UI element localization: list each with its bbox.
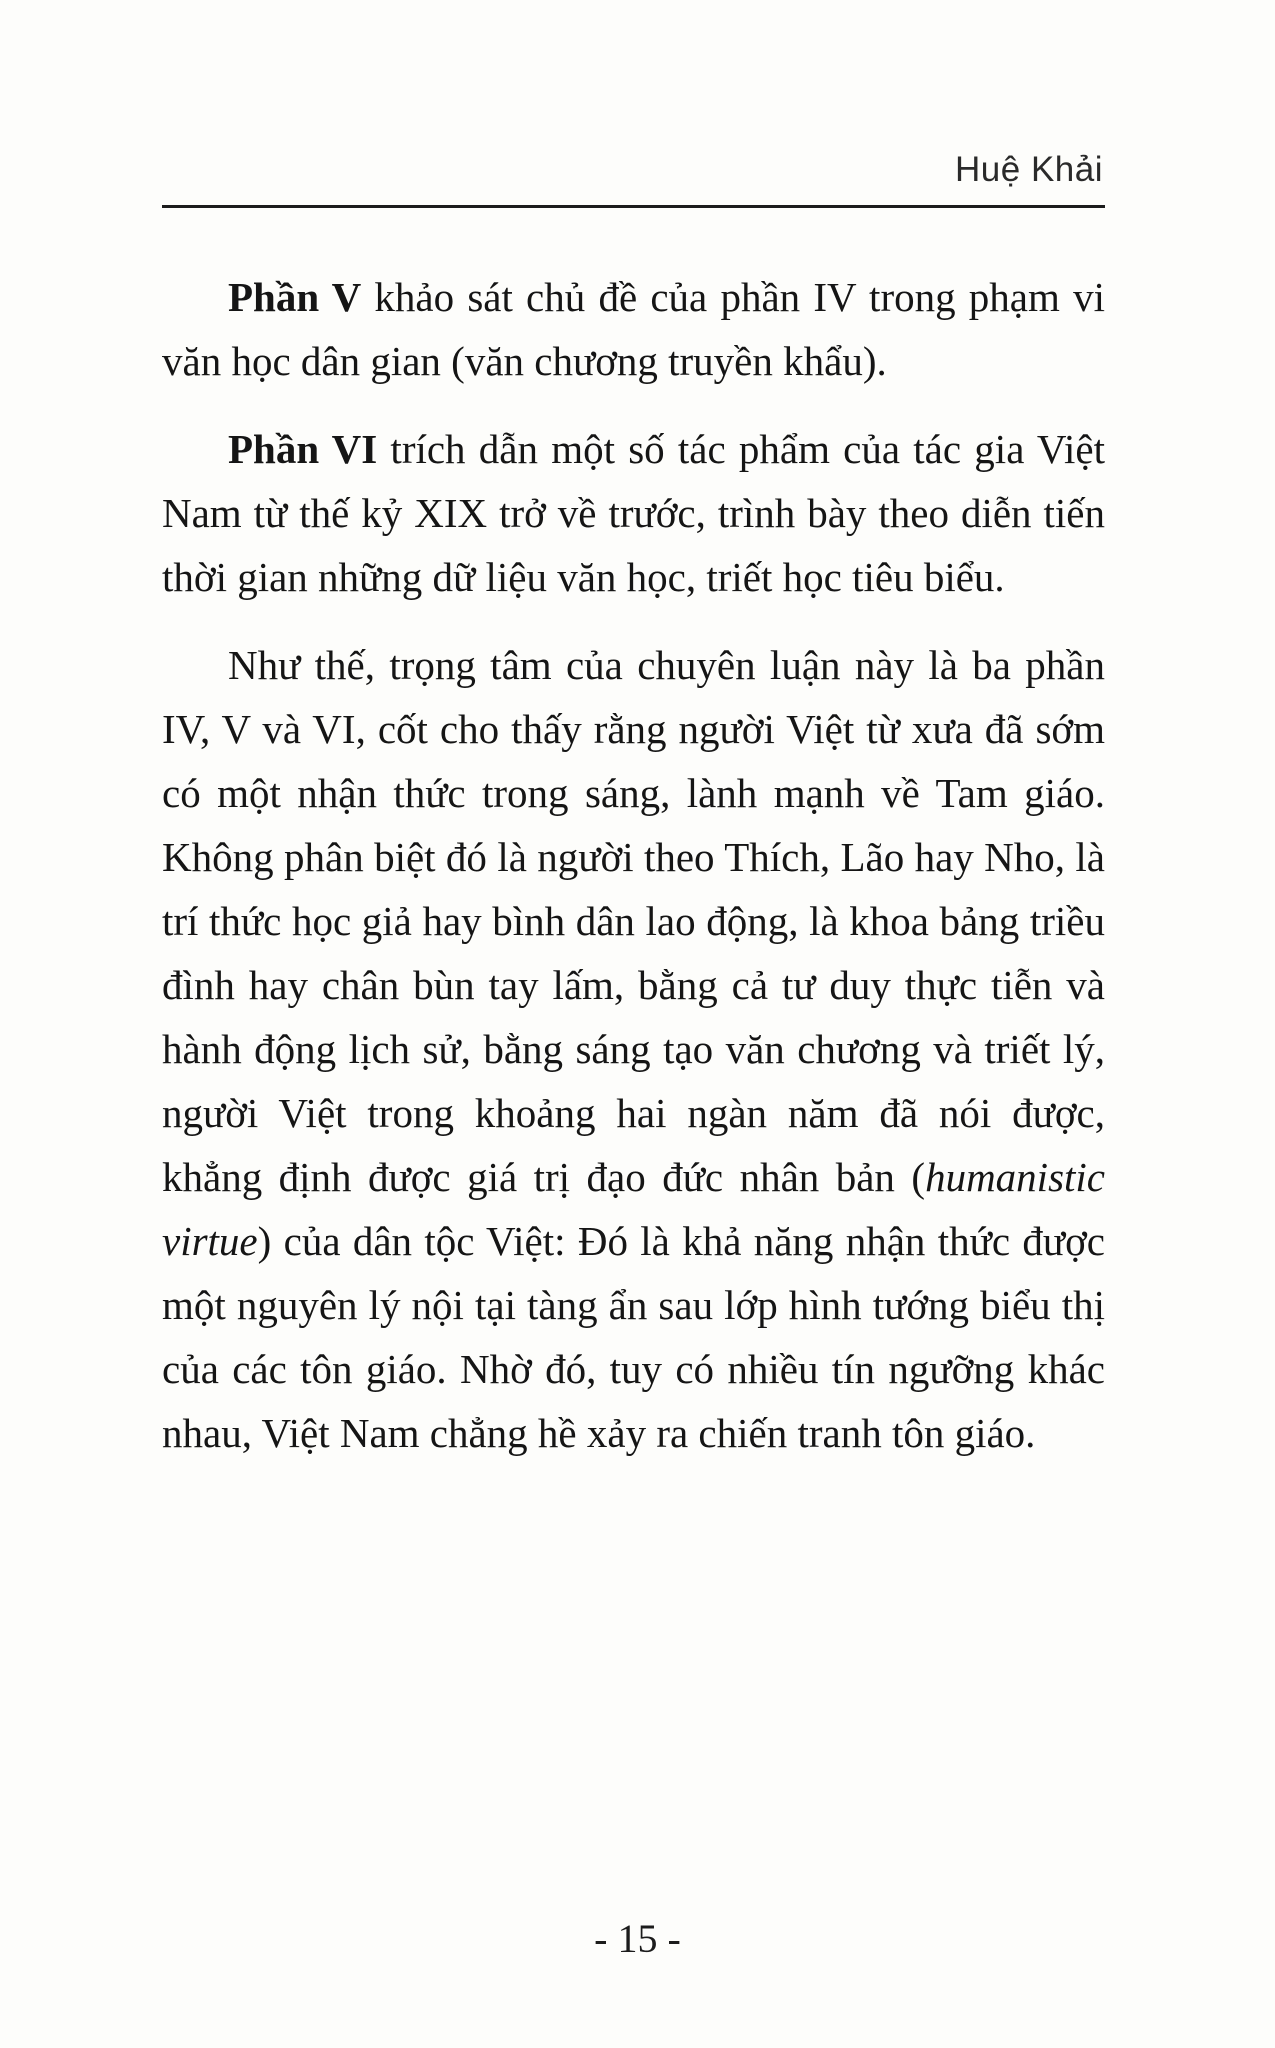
paragraph-text: Như thế, trọng tâm của chuyên luận này là ba phần IV, V và VI, cốt cho thấy rằng người Việt từ xưa đã sớm có một nhận thức trong sáng, lành mạnh về Tam giáo. Không phân biệt đó là người theo Thích, Lão hay Nho, là trí thức học giả hay bình dân lao động, là khoa bảng triều đình hay chân bùn tay lấm, bằng cả tư duy thực tiễn và hành động lịch sử, bằng sáng tạo văn chương và triết lý, người Việt trong khoảng hai ngàn năm đã nói được, khẳng định được giá trị đạo đức nhân bản ( — [162, 642, 1105, 1200]
running-header-author: Huệ Khải — [955, 150, 1103, 189]
paragraph-lead: Phần V — [228, 274, 362, 320]
paragraph-text: trích dẫn một số tác phẩm của tác gia Việt Nam từ thế kỷ XIX trở về trước, trình bày theo diễn tiến thời gian những dữ liệu văn học, triết học tiêu biểu. — [162, 426, 1105, 600]
paragraph-text: ) của dân tộc Việt: Đó là khả năng nhận thức được một nguyên lý nội tại tàng ẩn sau lớp hình tướng biểu thị của các tôn giáo. Nhờ đó, tuy có nhiều tín ngưỡng khác nhau, Việt Nam chẳng hề xảy ra chiến tranh tôn giáo. — [162, 1218, 1105, 1456]
header-rule — [162, 205, 1105, 208]
page-number: - 15 - — [594, 1916, 681, 1961]
italic-term: humanistic virtue — [162, 1154, 1105, 1264]
paragraph-lead: Phần VI — [228, 426, 378, 472]
paragraph-summary — [162, 633, 1105, 1465]
body-text — [162, 265, 1105, 1489]
paragraph-part-vi — [162, 417, 1105, 609]
paragraph-text: khảo sát chủ đề của phần IV trong phạm vi văn học dân gian (văn chương truyền khẩu). — [162, 274, 1105, 384]
paragraph-part-v — [162, 265, 1105, 393]
